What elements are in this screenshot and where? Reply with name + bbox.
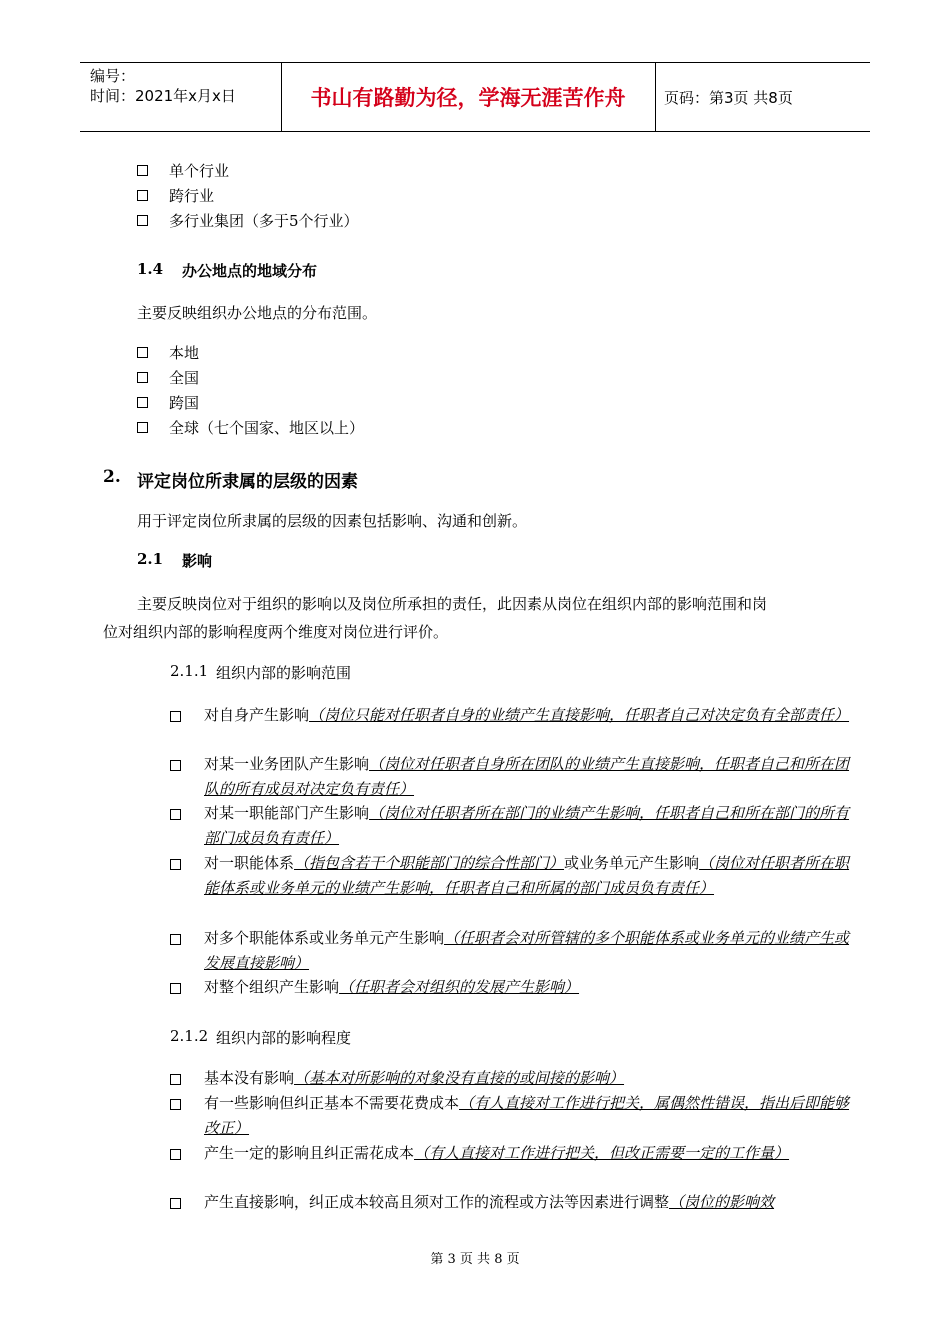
checkbox-icon — [170, 1198, 181, 1209]
checkbox-icon — [137, 422, 148, 433]
section-desc: 位对组织内部的影响程度两个维度对岗位进行评价。 — [103, 623, 449, 641]
page-footer: 第 3 页 共 8 页 — [430, 1252, 520, 1267]
section-title: 组织内部的影响范围 — [216, 664, 352, 682]
section-desc: 用于评定岗位所隶属的层级的因素包括影响、沟通和创新。 — [137, 512, 528, 530]
section-number: 1.4 — [137, 260, 164, 278]
section-number: 2.1.2 — [170, 1027, 209, 1045]
section-title: 组织内部的影响程度 — [216, 1029, 352, 1047]
section-title: 影响 — [182, 552, 213, 570]
checkbox-icon — [170, 760, 181, 771]
header-meta — [90, 66, 236, 106]
checkbox-icon — [170, 859, 181, 870]
header-page-info: 页码：第3页 共8页 — [664, 89, 793, 107]
section-title: 办公地点的地域分布 — [182, 262, 318, 280]
checkbox-icon — [170, 809, 181, 820]
section-number: 2.1.1 — [170, 662, 209, 680]
header-motto: 书山有路勤为径，学海无涯苦作舟 — [310, 86, 626, 110]
checkbox-icon — [137, 397, 148, 408]
checkbox-icon — [170, 934, 181, 945]
checkbox-icon — [137, 372, 148, 383]
checkbox-icon — [170, 983, 181, 994]
checkbox-icon — [137, 347, 148, 358]
checkbox-icon — [170, 1074, 181, 1085]
checkbox-icon — [170, 1149, 181, 1160]
page-header — [80, 62, 870, 132]
section-title: 评定岗位所隶属的层级的因素 — [137, 472, 358, 492]
section-number: 2.1 — [137, 550, 164, 568]
checkbox-icon — [137, 215, 148, 226]
section-number: 2. — [103, 467, 121, 487]
header-divider — [655, 63, 656, 131]
checkbox-icon — [137, 165, 148, 176]
checkbox-icon — [170, 1099, 181, 1110]
checkbox-icon — [170, 711, 181, 722]
section-desc: 主要反映岗位对于组织的影响以及岗位所承担的责任，此因素从岗位在组织内部的影响范围和岗 — [137, 595, 768, 613]
serial-label: 编号： — [90, 67, 136, 85]
checkbox-icon — [137, 190, 148, 201]
section-desc: 主要反映组织办公地点的分布范围。 — [137, 304, 378, 322]
time-label: 时间：2021年x月x日 — [90, 87, 236, 105]
